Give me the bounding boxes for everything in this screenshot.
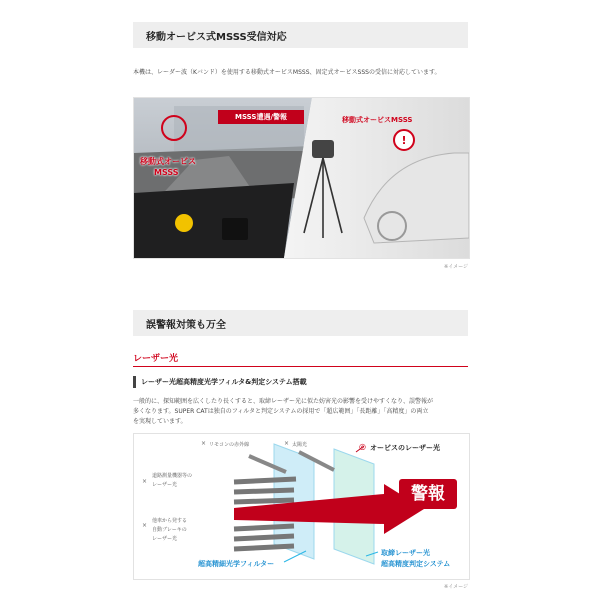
noise-remote: リモコンの赤外線 bbox=[209, 442, 250, 448]
optical-filter-label: 超高精細光学フィルター bbox=[198, 560, 275, 568]
right-orbis-label: 移動式オービスMSSS bbox=[342, 116, 413, 124]
legend-laser: オービスのレーザー光 bbox=[370, 444, 440, 452]
mark-remote: × bbox=[201, 440, 207, 447]
left-orbis-label-2: MSSS bbox=[154, 168, 179, 177]
noise-brake-1: 他車から発する bbox=[152, 518, 188, 524]
heading-marker bbox=[133, 376, 136, 388]
section-header-msss bbox=[133, 22, 468, 48]
subsection-heading: レーザー光超高精度光学フィルタ&判定システム搭載 bbox=[141, 378, 307, 386]
left-orbis-label-1: 移動式オービス bbox=[140, 157, 196, 166]
legend-circle-icon: ◎ bbox=[359, 442, 366, 451]
judgment-label-2: 超高精度判定システム bbox=[381, 560, 451, 568]
judgment-label-1: 取締レーザー光 bbox=[381, 549, 430, 557]
description-line-1: 一般的に、探知範囲を広くしたり長くすると、取締レーザー光に似た妨害光の影響を受けやすくなり、誤警報が bbox=[133, 398, 434, 405]
mark-brake: × bbox=[142, 522, 148, 529]
noise-brake-2: 自動ブレーキの bbox=[152, 527, 187, 533]
alert-text: 警報 bbox=[411, 484, 445, 504]
noise-survey-1: 道路測量機器等の bbox=[152, 473, 193, 479]
section-header-false-alarm bbox=[133, 310, 468, 336]
svg-text:!: ! bbox=[401, 134, 407, 147]
description-line-2: 多くなります。SUPER CATは独自のフィルタと判定システムの採用で「超広範囲」「長距離」「高精度」の両立 bbox=[133, 408, 429, 415]
mark-survey: × bbox=[142, 478, 148, 485]
section-title: 誤警報対策も万全 bbox=[146, 320, 226, 331]
section-description: 本機は、レーダー波（Kバンド）を使用する移動式オービスMSSS、固定式オービスSSSの受信に対応しています。 bbox=[133, 69, 441, 76]
msss-banner: MSSS遭遇/警報 bbox=[218, 110, 304, 124]
noise-sun: 太陽光 bbox=[292, 442, 308, 448]
subsection-divider bbox=[133, 366, 468, 367]
description-line-3: を実現しています。 bbox=[133, 418, 187, 425]
alert-light-icon bbox=[175, 214, 193, 232]
subsection-title-laser: レーザー光 bbox=[133, 354, 179, 364]
diagram-caption: ※イメージ bbox=[444, 584, 469, 590]
image-caption: ※イメージ bbox=[444, 264, 469, 270]
section-title: 移動オービス式MSSS受信対応 bbox=[146, 32, 287, 43]
laser-filter-diagram bbox=[133, 433, 470, 580]
mark-sun: × bbox=[284, 440, 290, 447]
noise-survey-2: レーザー光 bbox=[152, 482, 178, 488]
msss-illustration bbox=[133, 97, 470, 259]
noise-brake-3: レーザー光 bbox=[152, 536, 178, 542]
